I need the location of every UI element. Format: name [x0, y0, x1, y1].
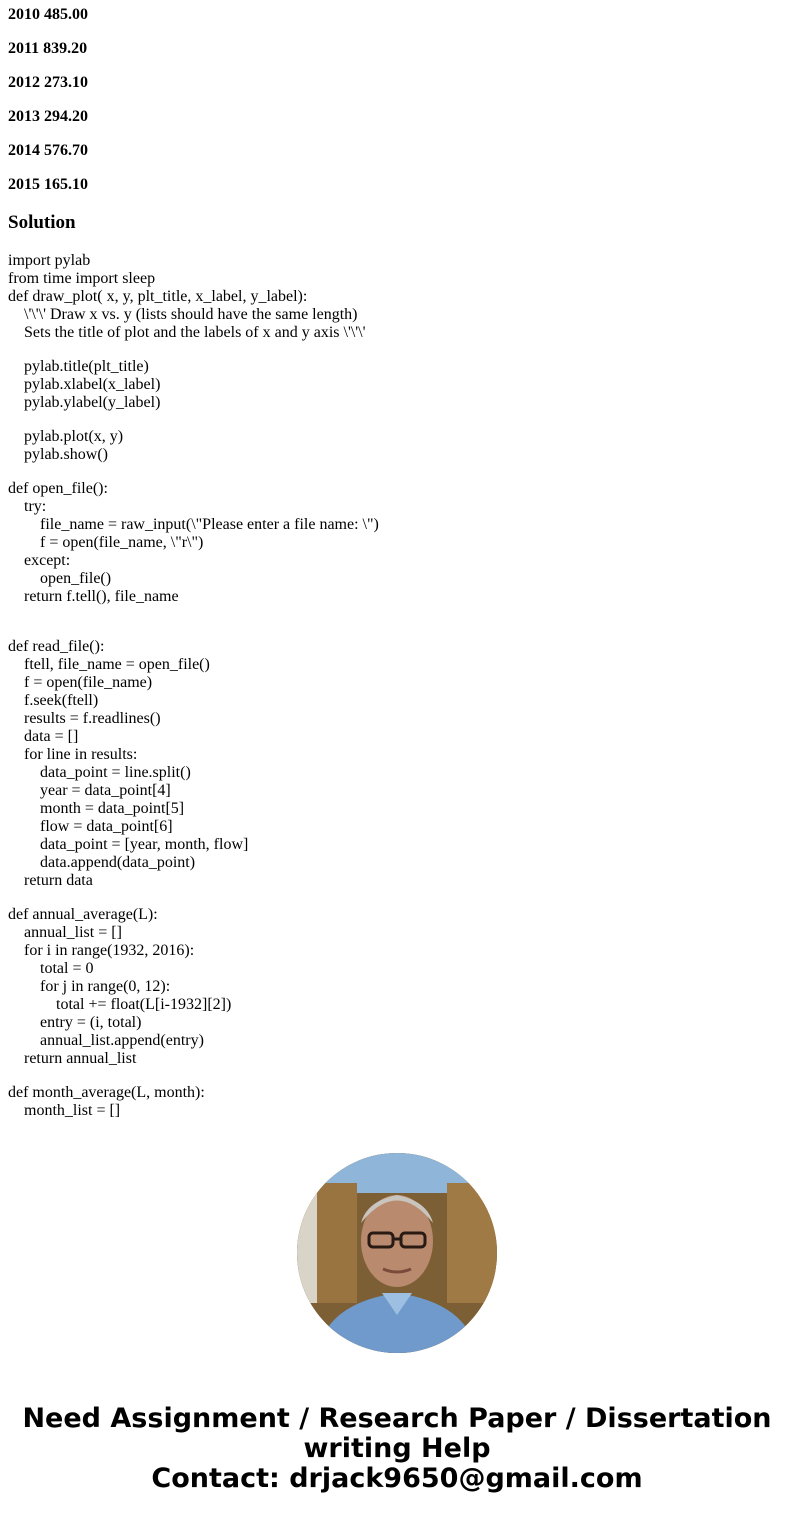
flow-row-2012: 2012 273.10: [8, 74, 88, 91]
code-line: def read_file():: [8, 638, 105, 655]
promo-line-3: Contact: drjack9650@gmail.com: [151, 1463, 643, 1494]
solution-code-block: [8, 252, 379, 1120]
code-line: file_name = raw_input(\"Please enter a file name: \"): [8, 516, 379, 533]
code-line: data_point = line.split(): [8, 764, 191, 781]
code-line: data.append(data_point): [8, 854, 196, 871]
code-line: return f.tell(), file_name: [8, 588, 179, 605]
code-line: data_point = [year, month, flow]: [8, 836, 249, 853]
code-line: for i in range(1932, 2016):: [8, 942, 195, 959]
flow-row-2013: 2013 294.20: [8, 108, 88, 125]
code-blank-line: [8, 622, 379, 638]
author-portrait-icon: [297, 1153, 497, 1353]
code-line: import pylab: [8, 252, 91, 269]
code-line: annual_list.append(entry): [8, 1032, 204, 1049]
code-line: annual_list = []: [8, 924, 122, 941]
code-line: Sets the title of plot and the labels of x and y axis \'\'\': [8, 324, 366, 341]
code-line: for line in results:: [8, 746, 138, 763]
code-line: def month_average(L, month):: [8, 1084, 205, 1101]
code-line: month = data_point[5]: [8, 800, 185, 817]
code-blank-line: [8, 342, 379, 358]
code-line: pylab.xlabel(x_label): [8, 376, 161, 393]
code-line: def annual_average(L):: [8, 906, 158, 923]
flow-row-2011: 2011 839.20: [8, 40, 88, 57]
code-line: except:: [8, 552, 71, 569]
code-line: total += float(L[i-1932][2]): [8, 996, 232, 1013]
code-line: f = open(file_name): [8, 674, 153, 691]
code-line: flow = data_point[6]: [8, 818, 173, 835]
solution-heading: Solution: [8, 212, 76, 233]
code-line: total = 0: [8, 960, 94, 977]
code-line: def draw_plot( x, y, plt_title, x_label, y_label):: [8, 288, 308, 305]
promo-line-1: Need Assignment / Research Paper / Dissertation: [22, 1403, 772, 1434]
code-blank-line: [8, 606, 379, 622]
code-line: pylab.title(plt_title): [8, 358, 149, 375]
author-portrait-avatar: [297, 1153, 497, 1353]
code-line: for j in range(0, 12):: [8, 978, 171, 995]
code-line: return data: [8, 872, 93, 889]
code-line: entry = (i, total): [8, 1014, 142, 1031]
code-line: return annual_list: [8, 1050, 137, 1067]
code-line: pylab.show(): [8, 446, 108, 463]
code-line: f = open(file_name, \"r\"): [8, 534, 204, 551]
code-line: \'\'\' Draw x vs. y (lists should have the same length): [8, 306, 358, 323]
code-line: year = data_point[4]: [8, 782, 171, 799]
promo-line-2: writing Help: [303, 1433, 491, 1464]
code-blank-line: [8, 890, 379, 906]
code-line: open_file(): [8, 570, 112, 587]
code-blank-line: [8, 464, 379, 480]
code-blank-line: [8, 412, 379, 428]
flow-row-2015: 2015 165.10: [8, 176, 88, 193]
flow-row-2010: 2010 485.00: [8, 6, 88, 23]
code-line: ftell, file_name = open_file(): [8, 656, 210, 673]
code-line: def open_file():: [8, 480, 108, 497]
code-line: try:: [8, 498, 47, 515]
code-line: pylab.ylabel(y_label): [8, 394, 161, 411]
code-line: f.seek(ftell): [8, 692, 99, 709]
code-line: results = f.readlines(): [8, 710, 161, 727]
code-line: pylab.plot(x, y): [8, 428, 124, 445]
promo-banner: [0, 1404, 794, 1494]
flow-row-2014: 2014 576.70: [8, 142, 88, 159]
code-line: from time import sleep: [8, 270, 156, 287]
code-line: data = []: [8, 728, 79, 745]
code-blank-line: [8, 1068, 379, 1084]
code-line: month_list = []: [8, 1102, 121, 1119]
